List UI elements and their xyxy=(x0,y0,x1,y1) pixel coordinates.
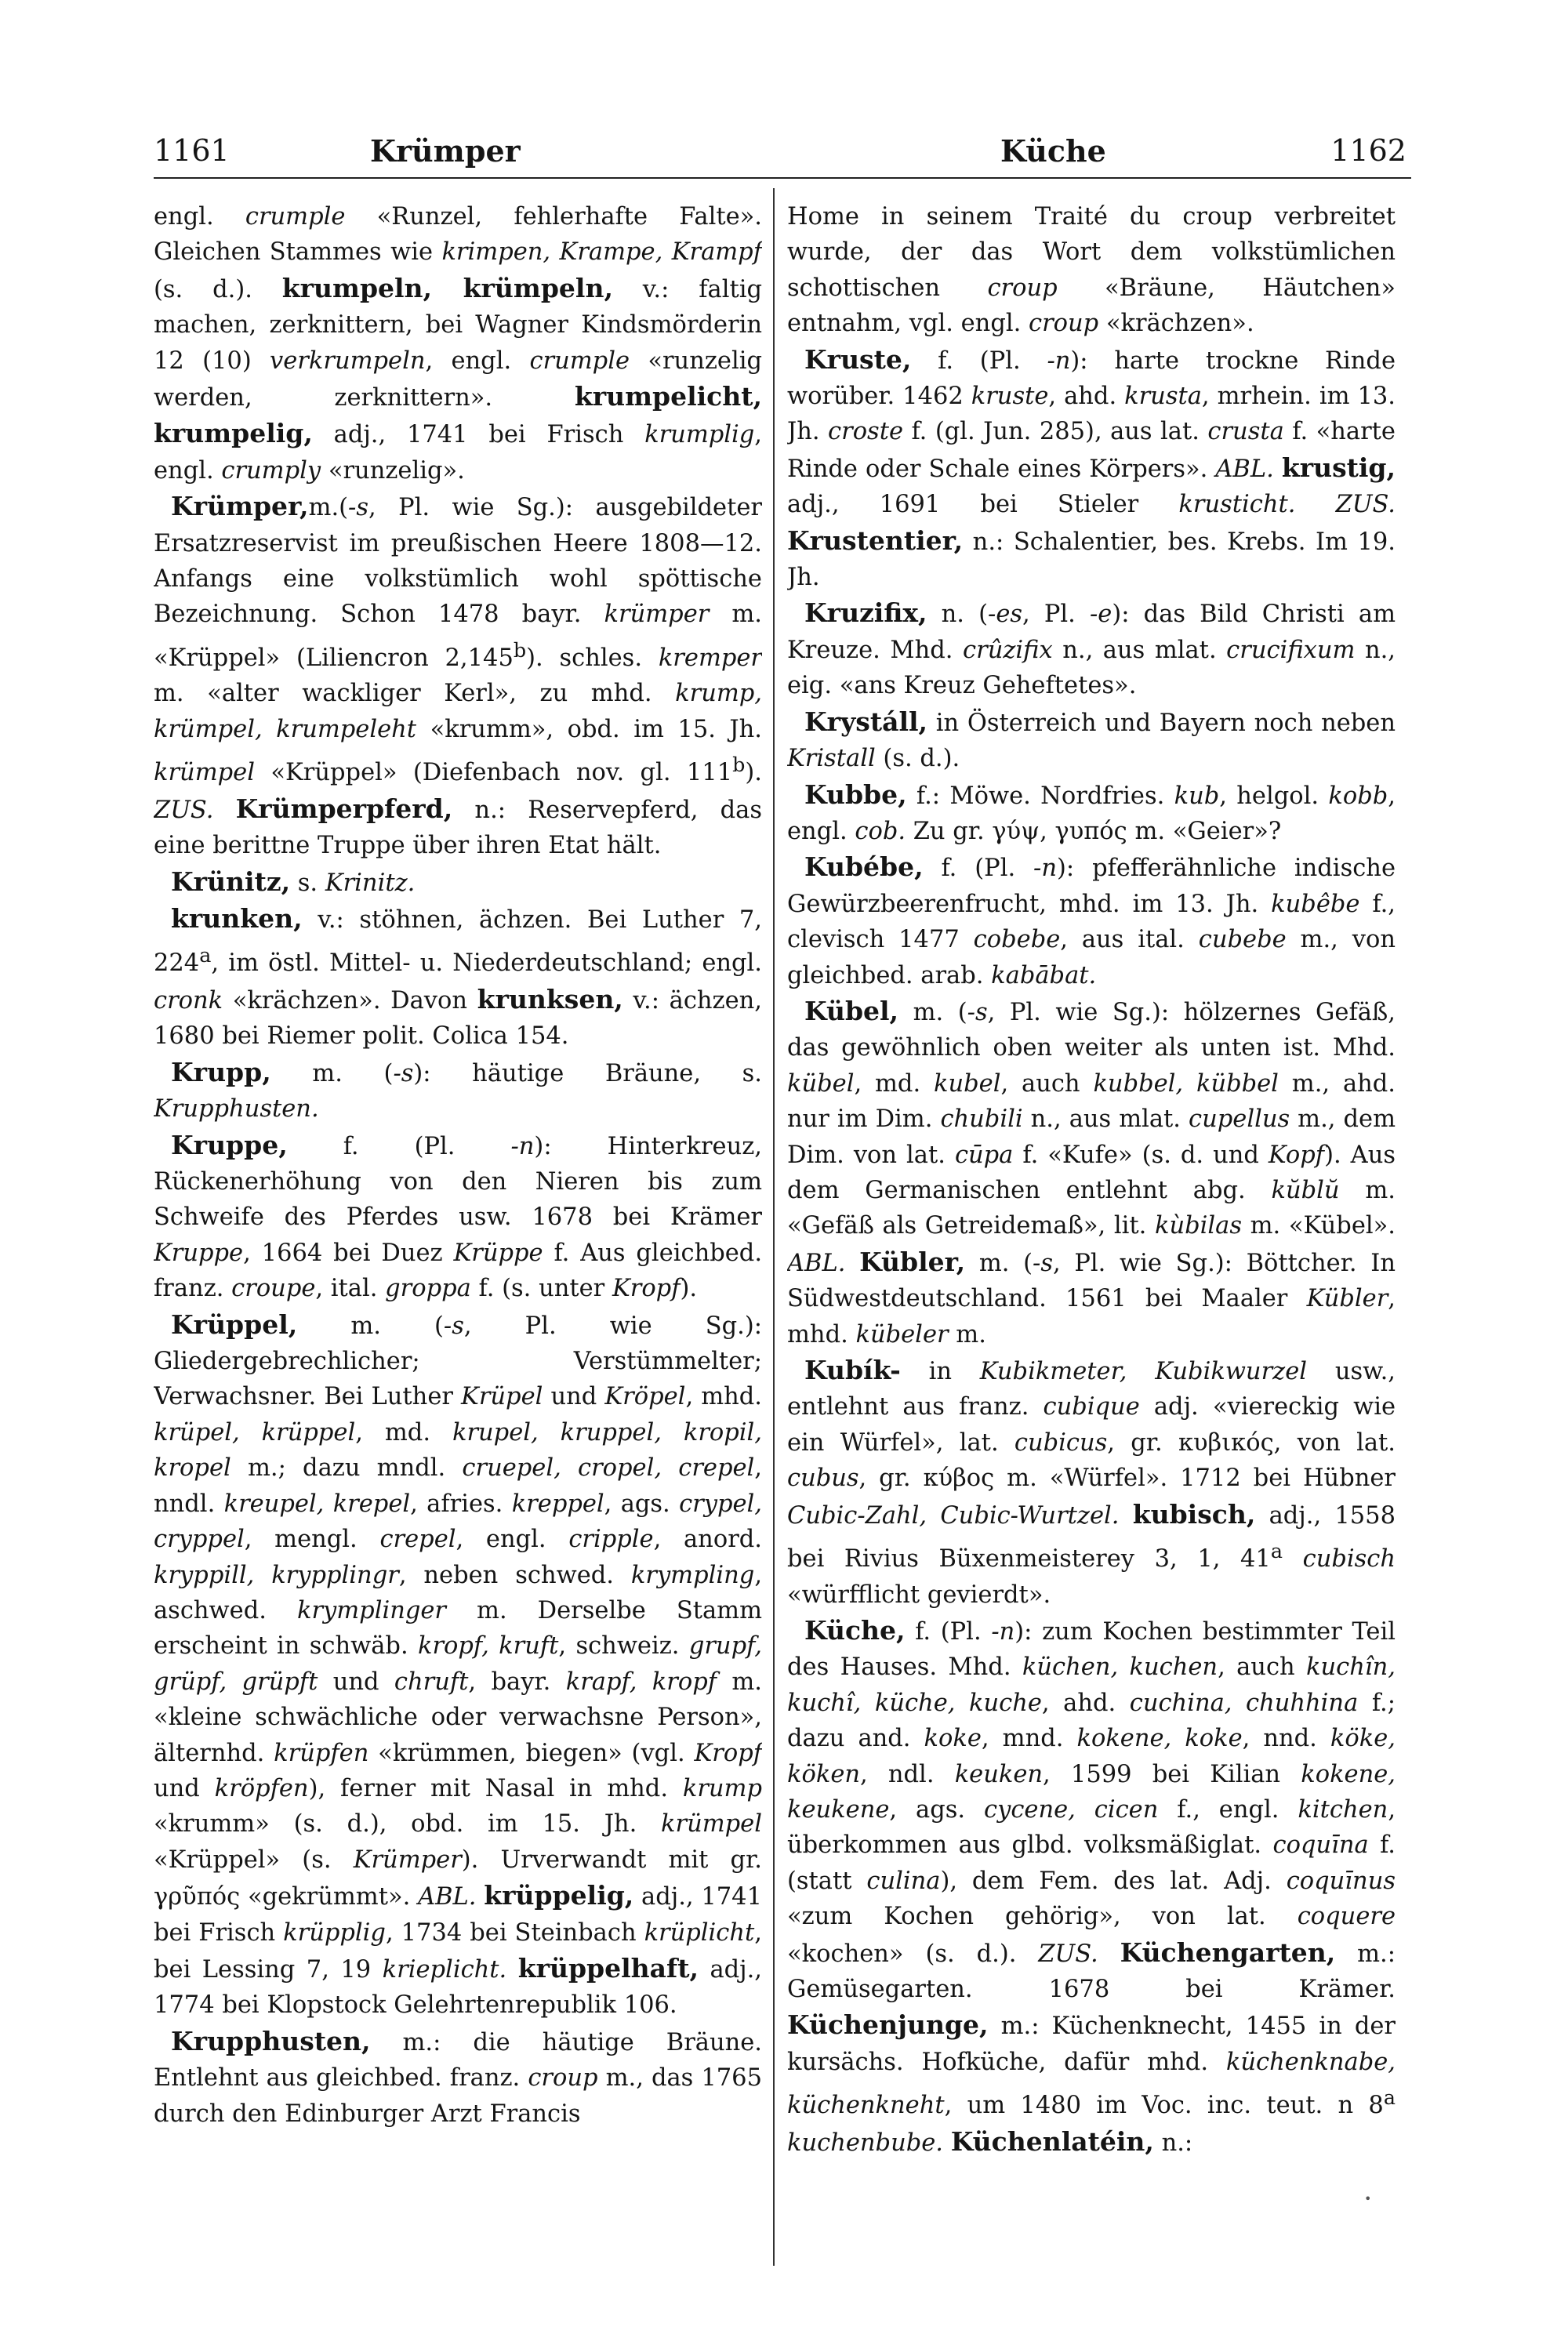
left-column xyxy=(154,199,762,2269)
dictionary-entry: Krümper,m.(-s, Pl. wie Sg.): ausgebildeter Ersatzreservist im preußischen Heere 1808—12. Anfangs eine volkstümlich wohl spöttische Bezeichnung. Schon 1478 bayr. krümper m. «Krüppel» (Liliencron 2,145$^b$). schles. kremper m. «alter wackliger Kerl», zu mhd. krump, krümpel, krumpeleht «krumm», obd. im 15. Jh. krümpel «Krüppel» (Diefenbach nov. gl. 111$^b$). ZUS. Krümperpferd, n.: Reservepferd, das eine berittne Truppe über ihren Etat hält. xyxy=(154,491,762,860)
header-rule xyxy=(154,177,1411,179)
dictionary-entry: Krystáll, in Österreich und Bayern noch neben Kristall (s. d.). xyxy=(787,706,1396,773)
dictionary-entry: Kruzifix, n. (-es, Pl. -e): das Bild Christi am Kreuze. Mhd. crûzifix n., aus mlat. crucifixum n., eig. «ans Kreuz Geheftetes». xyxy=(787,597,1396,700)
right-column xyxy=(787,199,1396,2269)
dictionary-entry: Kruste, f. (Pl. -n): harte trockne Rinde worüber. 1462 kruste, ahd. krusta, mrhein. im 13. Jh. croste f. (gl. Jun. 285), aus lat. crusta f. «harte Rinde oder Schale eines Körpers». ABL. krustig, adj., 1691 bei Stieler krusticht. ZUS. Krustentier, n.: Schalentier, bes. Krebs. Im 19. Jh. xyxy=(787,343,1396,592)
dictionary-entry: krunken, v.: stöhnen, ächzen. Bei Luther 7, 224$^a$, im östl. Mittel- u. Niederdeutschland; engl. cronk «krächzen». Davon krunksen, v.: ächzen, 1680 bei Riemer polit. Colica 154. xyxy=(154,903,762,1051)
dictionary-entry: Kübel, m. (-s, Pl. wie Sg.): hölzernes Gefäß, das gewöhnlich oben weiter als unten ist. Mhd. kübel, md. kubel, auch kubbel, kübbel m., ahd. nur im Dim. chubili n., aus mlat. cupellus m., dem Dim. von lat. cūpa f. «Kufe» (s. d. und Kopf). Aus dem Germanischen entlehnt abg. kŭblŭ m. «Gefäß als Getreidemaß», lit. kùbilas m. «Kübel». ABL. Kübler, m. (-s, Pl. wie Sg.): Böttcher. In Südwestdeutschland. 1561 bei Maaler Kübler, mhd. kübeler m. xyxy=(787,995,1396,1348)
dictionary-entry: Krüppel, m. (-s, Pl. wie Sg.): Gliedergebrechlicher; Verstümmelter; Verwachsner. Bei Luther Krüpel und Kröpel, mhd. krüpel, krüppel, md. krupel, kruppel, kropil, kropel m.; dazu mndl. cruepel, cropel, crepel, nndl. kreupel, krepel, afries. kreppel, ags. crypel, cryppel, mengl. crepel, engl. cripple, anord. kryppill, krypplingr, neben schwed. krympling, aschwed. krymplinger m. Derselbe Stamm erscheint in schwäb. kropf, kruft, schweiz. grupf, grüpf, grüpft und chruft, bayr. krapf, kropf m. «kleine schwächliche oder verwachsne Person», älternhd. krüpfen «krümmen, biegen» (vgl. Kropf und kröpfen), ferner mit Nasal in mhd. krump «krumm» (s. d.), obd. im 15. Jh. krümpel «Krüppel» (s. Krümper). Urverwandt mit gr. γρῦπός «gekrümmt». ABL. krüppelig, adj., 1741 bei Frisch krüpplig, 1734 bei Steinbach krüplicht, bei Lessing 7, 19 krieplicht. krüppelhaft, adj., 1774 bei Klopstock Gelehrtenrepublik 106. xyxy=(154,1308,762,2020)
dictionary-entry: Krupp, m. (-s): häutige Bräune, s. Krupphusten. xyxy=(154,1056,762,1123)
dictionary-entry: Kubbe, f.: Möwe. Nordfries. kub, helgol. kobb, engl. cob. Zu gr. γύψ, γυπός m. «Geier»? xyxy=(787,779,1396,845)
print-speck: • xyxy=(1364,2191,1372,2206)
guide-word-left: Krümper xyxy=(370,133,521,169)
page-number-left: 1161 xyxy=(154,133,230,168)
guide-word-right: Küche xyxy=(1000,133,1106,169)
dictionary-entry: Krupphusten, m.: die häutige Bräune. Entlehnt aus gleichbed. franz. croup m., das 1765 durch den Edinburger Arzt Francis xyxy=(154,2025,762,2128)
dictionary-entry: Küche, f. (Pl. -n): zum Kochen bestimmter Teil des Hauses. Mhd. küchen, kuchen, auch kuchîn, kuchî, küche, kuche, ahd. cuchina, chuhhina f.; dazu and. koke, mnd. kokene, koke, nnd. köke, köken, ndl. keuken, 1599 bei Kilian kokene, keukene, ags. cycene, cicen f., engl. kitchen, überkommen aus glbd. volksmäßiglat. coquīna f. (statt culina), dem Fem. des lat. Adj. coquīnus «zum Kochen gehörig», von lat. coquere «kochen» (s. d.). ZUS. Küchengarten, m.: Gemüsegarten. 1678 bei Krämer. Küchenjunge, m.: Küchenknecht, 1455 in der kursächs. Hofküche, dafür mhd. küchenknabe, küchenkneht, um 1480 im Voc. inc. teut. n 8$^a$ kuchenbube. Küchenlatéin, n.: xyxy=(787,1615,1396,2157)
dictionary-entry: Kruppe, f. (Pl. -n): Hinterkreuz, Rückenerhöhung von den Nieren bis zum Schweife des Pferdes usw. 1678 bei Krämer Kruppe, 1664 bei Duez Krüppe f. Aus gleichbed. franz. croupe, ital. groppa f. (s. unter Kropf). xyxy=(154,1129,762,1303)
dictionary-entry: Krünitz, s. Krinitz. xyxy=(171,866,416,897)
dictionary-entry: Kubébe, f. (Pl. -n): pfefferähnliche indische Gewürzbeerenfrucht, mhd. im 13. Jh. kubêbe f., clevisch 1477 cobebe, aus ital. cubebe m., von gleichbed. arab. kabābat. xyxy=(787,851,1396,989)
page-number-right: 1162 xyxy=(1330,133,1406,168)
column-divider xyxy=(773,188,775,2266)
running-header xyxy=(154,133,1411,177)
dictionary-entry: Home in seinem Traité du croup verbreitet wurde, der das Wort dem volkstümlichen schottischen croup «Bräune, Häutchen» entnahm, vgl. engl. croup «krächzen». xyxy=(787,203,1396,338)
dictionary-entry: Kubík- in Kubikmeter, Kubikwurzel usw., entlehnt aus franz. cubique adj. «viereckig wie ein Würfel», lat. cubicus, gr. κυβικός, von lat. cubus, gr. κύβος m. «Würfel». 1712 bei Hübner Cubic-Zahl, Cubic-Wurtzel. kubisch, adj., 1558 bei Rivius Büxenmeisterey 3, 1, 41$^a$ cubisch «würfflicht gevierdt». xyxy=(787,1355,1396,1609)
dictionary-entry: engl. crumple «Runzel, fehlerhafte Falte». Gleichen Stammes wie krimpen, Krampe, Krampf (s. d.). krumpeln, krümpeln, v.: faltig machen, zerknittern, bei Wagner Kindsmörderin 12 (10) verkrumpeln, engl. crumple «runzelig werden, zerknittern». krumpelicht, krumpelig, adj., 1741 bei Frisch krumplig, engl. crumply «runzelig». xyxy=(154,203,762,485)
